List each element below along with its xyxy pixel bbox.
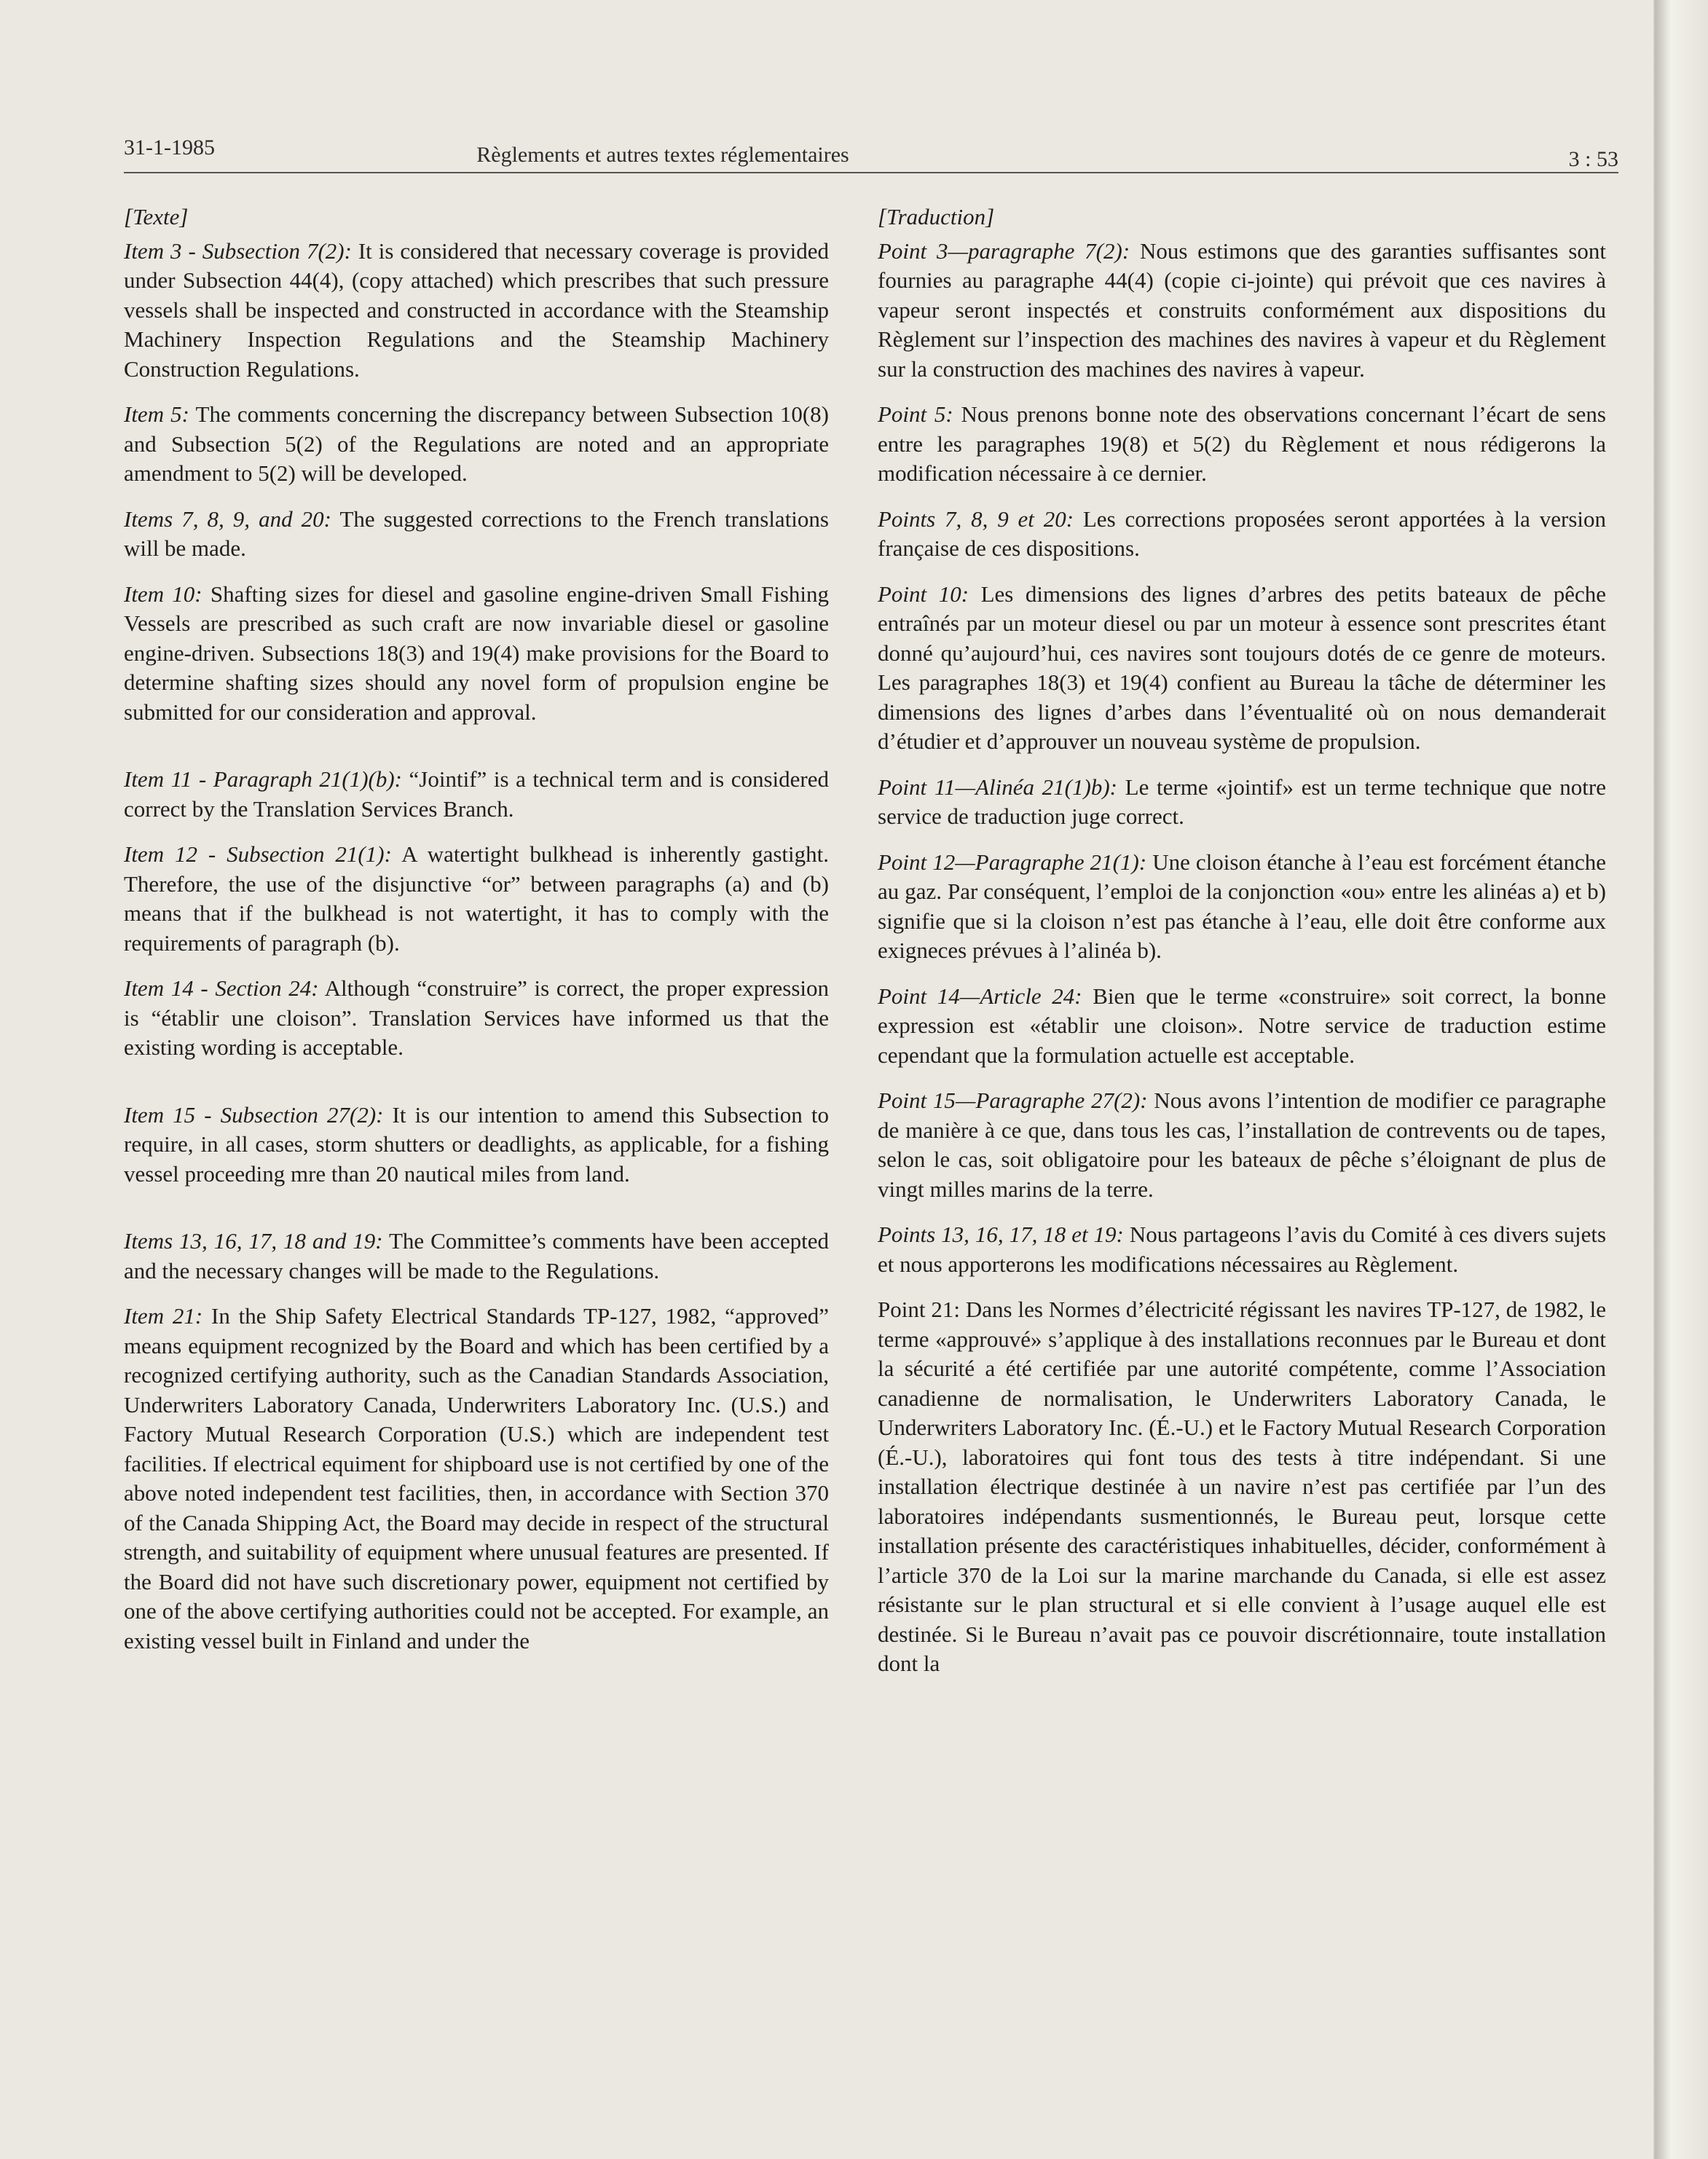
- paragraph-text: Bien que le terme «construire» soit correct, la bonne expression est «établir une cloison». Notre service de traduction estime cependant que la formulation actuelle est acceptable.: [878, 983, 1606, 1068]
- paragraph-label: Point 11—Alinéa 21(1)b):: [878, 774, 1117, 800]
- paragraph: [878, 1295, 1606, 1679]
- paragraph-label: Item 15 - Subsection 27(2):: [124, 1101, 384, 1128]
- page-edge: [1655, 0, 1708, 2159]
- paragraph-text: Le terme «jointif» est un terme technique que notre service de traduction juge correct.: [878, 774, 1607, 829]
- paragraph: [878, 237, 1606, 385]
- paragraph-text: Although “construire” is correct, the proper expression is “établir une cloison”. Translation Services have informed us that the existing wording is acceptable.: [124, 975, 829, 1060]
- right-column-french: [878, 202, 1606, 1695]
- paragraph-label: Item 5:: [124, 401, 190, 427]
- paragraph: [124, 765, 829, 824]
- paragraph: [878, 1086, 1606, 1204]
- paragraph-text: The suggested corrections to the French translations will be made.: [124, 506, 829, 561]
- paragraph: [878, 773, 1606, 832]
- paragraph-label: Points 13, 16, 17, 18 et 19:: [878, 1222, 1124, 1247]
- paragraph-label: Item 14 - Section 24:: [124, 975, 319, 1001]
- paragraph-text: Les corrections proposées seront apportées à la version française de ces dispositions.: [878, 506, 1607, 561]
- paragraph-text: The Committee’s comments have been accepted and the necessary changes will be made to the Regulations.: [124, 1228, 829, 1283]
- paragraph-label: Items 13, 16, 17, 18 and 19:: [124, 1228, 383, 1254]
- paragraph-label: Item 10:: [124, 581, 202, 607]
- paragraph-text: “Jointif” is a technical term and is considered correct by the Translation Services Branch.: [124, 766, 829, 822]
- paragraph-label: Item 12 - Subsection 21(1):: [124, 841, 392, 867]
- paragraph-label: Items 7, 8, 9, and 20:: [124, 506, 331, 532]
- paragraph-text: Une cloison étanche à l’eau est forcément étanche au gaz. Par conséquent, l’emploi de la conjonction «ou» entre les alinéas a) et b) signifie que si la cloison n’est pas étanche à l’eau, elle doit être conforme aux exigneces prévues à l’alinéa b).: [878, 849, 1606, 963]
- paragraph-label: Points 7, 8, 9 et 20:: [878, 506, 1074, 532]
- paragraph-text: Nous prenons bonne note des observations concernant l’écart de sens entre les paragraphes 19(8) et 5(2) du Règlement et nous rédigerons la modification nécessaire à ce dernier.: [878, 401, 1606, 486]
- paragraph-text: Nous estimons que des garanties suffisantes sont fournies au paragraphe 44(4) (copie ci-jointe) qui prévoit que ces navires à vapeur seront inspectés et construits conformément aux dispositions du Règlement sur l’inspection des machines des navires à vapeur et du Règlement sur la construction des machines des navires à vapeur.: [878, 237, 1606, 382]
- paragraph: [124, 840, 829, 958]
- header-title: Règlements et autres textes réglementaires: [476, 143, 849, 167]
- paragraph-text: Shafting sizes for diesel and gasoline engine-driven Small Fishing Vessels are prescribed as such craft are now invariable diesel or gasoline engine-driven. Subsections 18(3) and 19(4) make provisions for the Board to determine shafting sizes should any novel form of propulsion engine be submitted for our consideration and approval.: [124, 581, 830, 725]
- paragraph: [124, 400, 829, 489]
- paragraph-text: Les dimensions des lignes d’arbres des petits bateaux de pêche entraînés par un moteur diesel ou par un moteur à essence sont prescrites étant donné qu’aujourd’hui, ces navires sont toujours dotés de ce genre de moteurs. Les paragraphes 18(3) et 19(4) confient au Bureau la tâche de déterminer les dimensions des lignes d’arbes dans l’éventualité où on nous demanderait d’étudier et d’approuver un nouveau système de propulsion.: [878, 581, 1606, 754]
- header-rule: [124, 172, 1618, 173]
- paragraph-text: It is our intention to amend this Subsection to require, in all cases, storm shutters or deadlights, as applicable, for a fishing vessel proceeding mre than 20 nautical miles from land.: [124, 1101, 829, 1187]
- paragraph: [124, 237, 829, 385]
- paragraph: [124, 1302, 829, 1656]
- header-page-number: 3 : 53: [1568, 147, 1618, 171]
- paragraph-label: Point 14—Article 24:: [878, 983, 1082, 1009]
- paragraph: [878, 505, 1606, 564]
- paragraph-text: In the Ship Safety Electrical Standards TP-127, 1982, “approved” means equipment recognized by the Board and which has been certified by a recognized certifying authority, such as the Canadian Standards Association, Underwriters Laboratory Canada, Underwriters Laboratory Inc. (U.S.) and Factory Mutual Research Corporation (U.S.) which are independent test facilities. If electrical equiment for shipboard use is not certified by one of the above noted independent test facilities, then, in accordance with Section 370 of the Canada Shipping Act, the Board may decide in respect of the structural strength, and suitability of equipment where unusual features are presented. If the Board did not have such discretionary power, equipment not certified by one of the above certifying authorities could not be accepted. For example, an existing vessel built in Finland and under the: [124, 1303, 829, 1653]
- paragraph: [878, 580, 1606, 757]
- paragraph-label: Item 21:: [124, 1303, 203, 1329]
- paragraph: [878, 848, 1606, 966]
- paragraph-label: Point 15—Paragraphe 27(2):: [878, 1088, 1148, 1113]
- paragraph: [124, 974, 829, 1063]
- paragraph-text: It is considered that necessary coverage is provided under Subsection 44(4), (copy attached) which prescribes that such pressure vessels shall be inspected and constructed in accordance with the Steamship Machinery Inspection Regulations and the Steamship Machinery Construction Regulations.: [124, 237, 829, 382]
- page-header: [124, 135, 1618, 172]
- paragraph-label: Item 11 - Paragraph 21(1)(b):: [124, 766, 402, 792]
- paragraph-label: Point 3—paragraphe 7(2):: [878, 237, 1130, 264]
- paragraph: [124, 1227, 829, 1286]
- paragraph-text: The comments concerning the discrepancy between Subsection 10(8) and Subsection 5(2) of the Regulations are noted and an appropriate amendment to 5(2) will be developed.: [124, 401, 830, 486]
- paragraph-text: Nous avons l’intention de modifier ce paragraphe de manière à ce que, dans tous les cas, l’installation de contrevents ou de tapes, selon le cas, soit obligatoire pour les bateaux de pêche s’éloignant de plus de vingt milles marins de la terre.: [878, 1088, 1606, 1202]
- paragraph: [878, 400, 1606, 489]
- paragraph-text: Nous partageons l’avis du Comité à ces divers sujets et nous apporterons les modifications nécessaires au Règlement.: [878, 1222, 1607, 1277]
- paragraph-text: A watertight bulkhead is inherently gastight. Therefore, the use of the disjunctive “or” between paragraphs (a) and (b) means that if the bulkhead is not watertight, it has to comply with the requirements of paragraph (b).: [124, 841, 829, 956]
- header-date: 31-1-1985: [124, 135, 215, 160]
- paragraph: [124, 505, 829, 564]
- paragraph: [878, 982, 1606, 1071]
- paragraph-label: Point 12—Paragraphe 21(1):: [878, 849, 1147, 875]
- left-column-heading: [Texte]: [124, 204, 189, 229]
- paragraph-label: Item 3 - Subsection 7(2):: [124, 237, 352, 264]
- paragraph: [124, 580, 829, 728]
- right-column-heading: [Traduction]: [878, 204, 995, 229]
- left-column-english: [124, 202, 829, 1672]
- paragraph: [124, 1101, 829, 1189]
- paragraph-text: Point 21: Dans les Normes d’électricité régissant les navires TP-127, de 1982, le terme «approuvé» s’applique à des installations reconnues par le Bureau et dont la sécurité a été certifiée par une autorité compétente, comme l’Association canadienne de normalisation, le Underwriters Laboratory Canada, le Underwriters Laboratory Inc. (É.-U.) et le Factory Mutual Research Corporation (É.-U.), laboratoires qui font tous des tests à titre indépendant. Si une installation électrique destinée à un navire n’est pas certifiée par l’un des laboratoires indépendants susmentionnés, le Bureau peut, lorsque cette installation présente des caractéristiques inhabituelles, décider, conformément à l’article 370 de la Loi sur la marine marchande du Canada, si elle est assez résistante sur le plan structural et si elle convient à l’usage auquel elle est destinée. Si le Bureau n’avait pas ce pouvoir discrétionnaire, toute installation dont la: [878, 1297, 1606, 1676]
- paragraph-label: Point 5:: [878, 401, 953, 427]
- paragraph-label: Point 10:: [878, 581, 969, 607]
- paragraph: [878, 1220, 1606, 1279]
